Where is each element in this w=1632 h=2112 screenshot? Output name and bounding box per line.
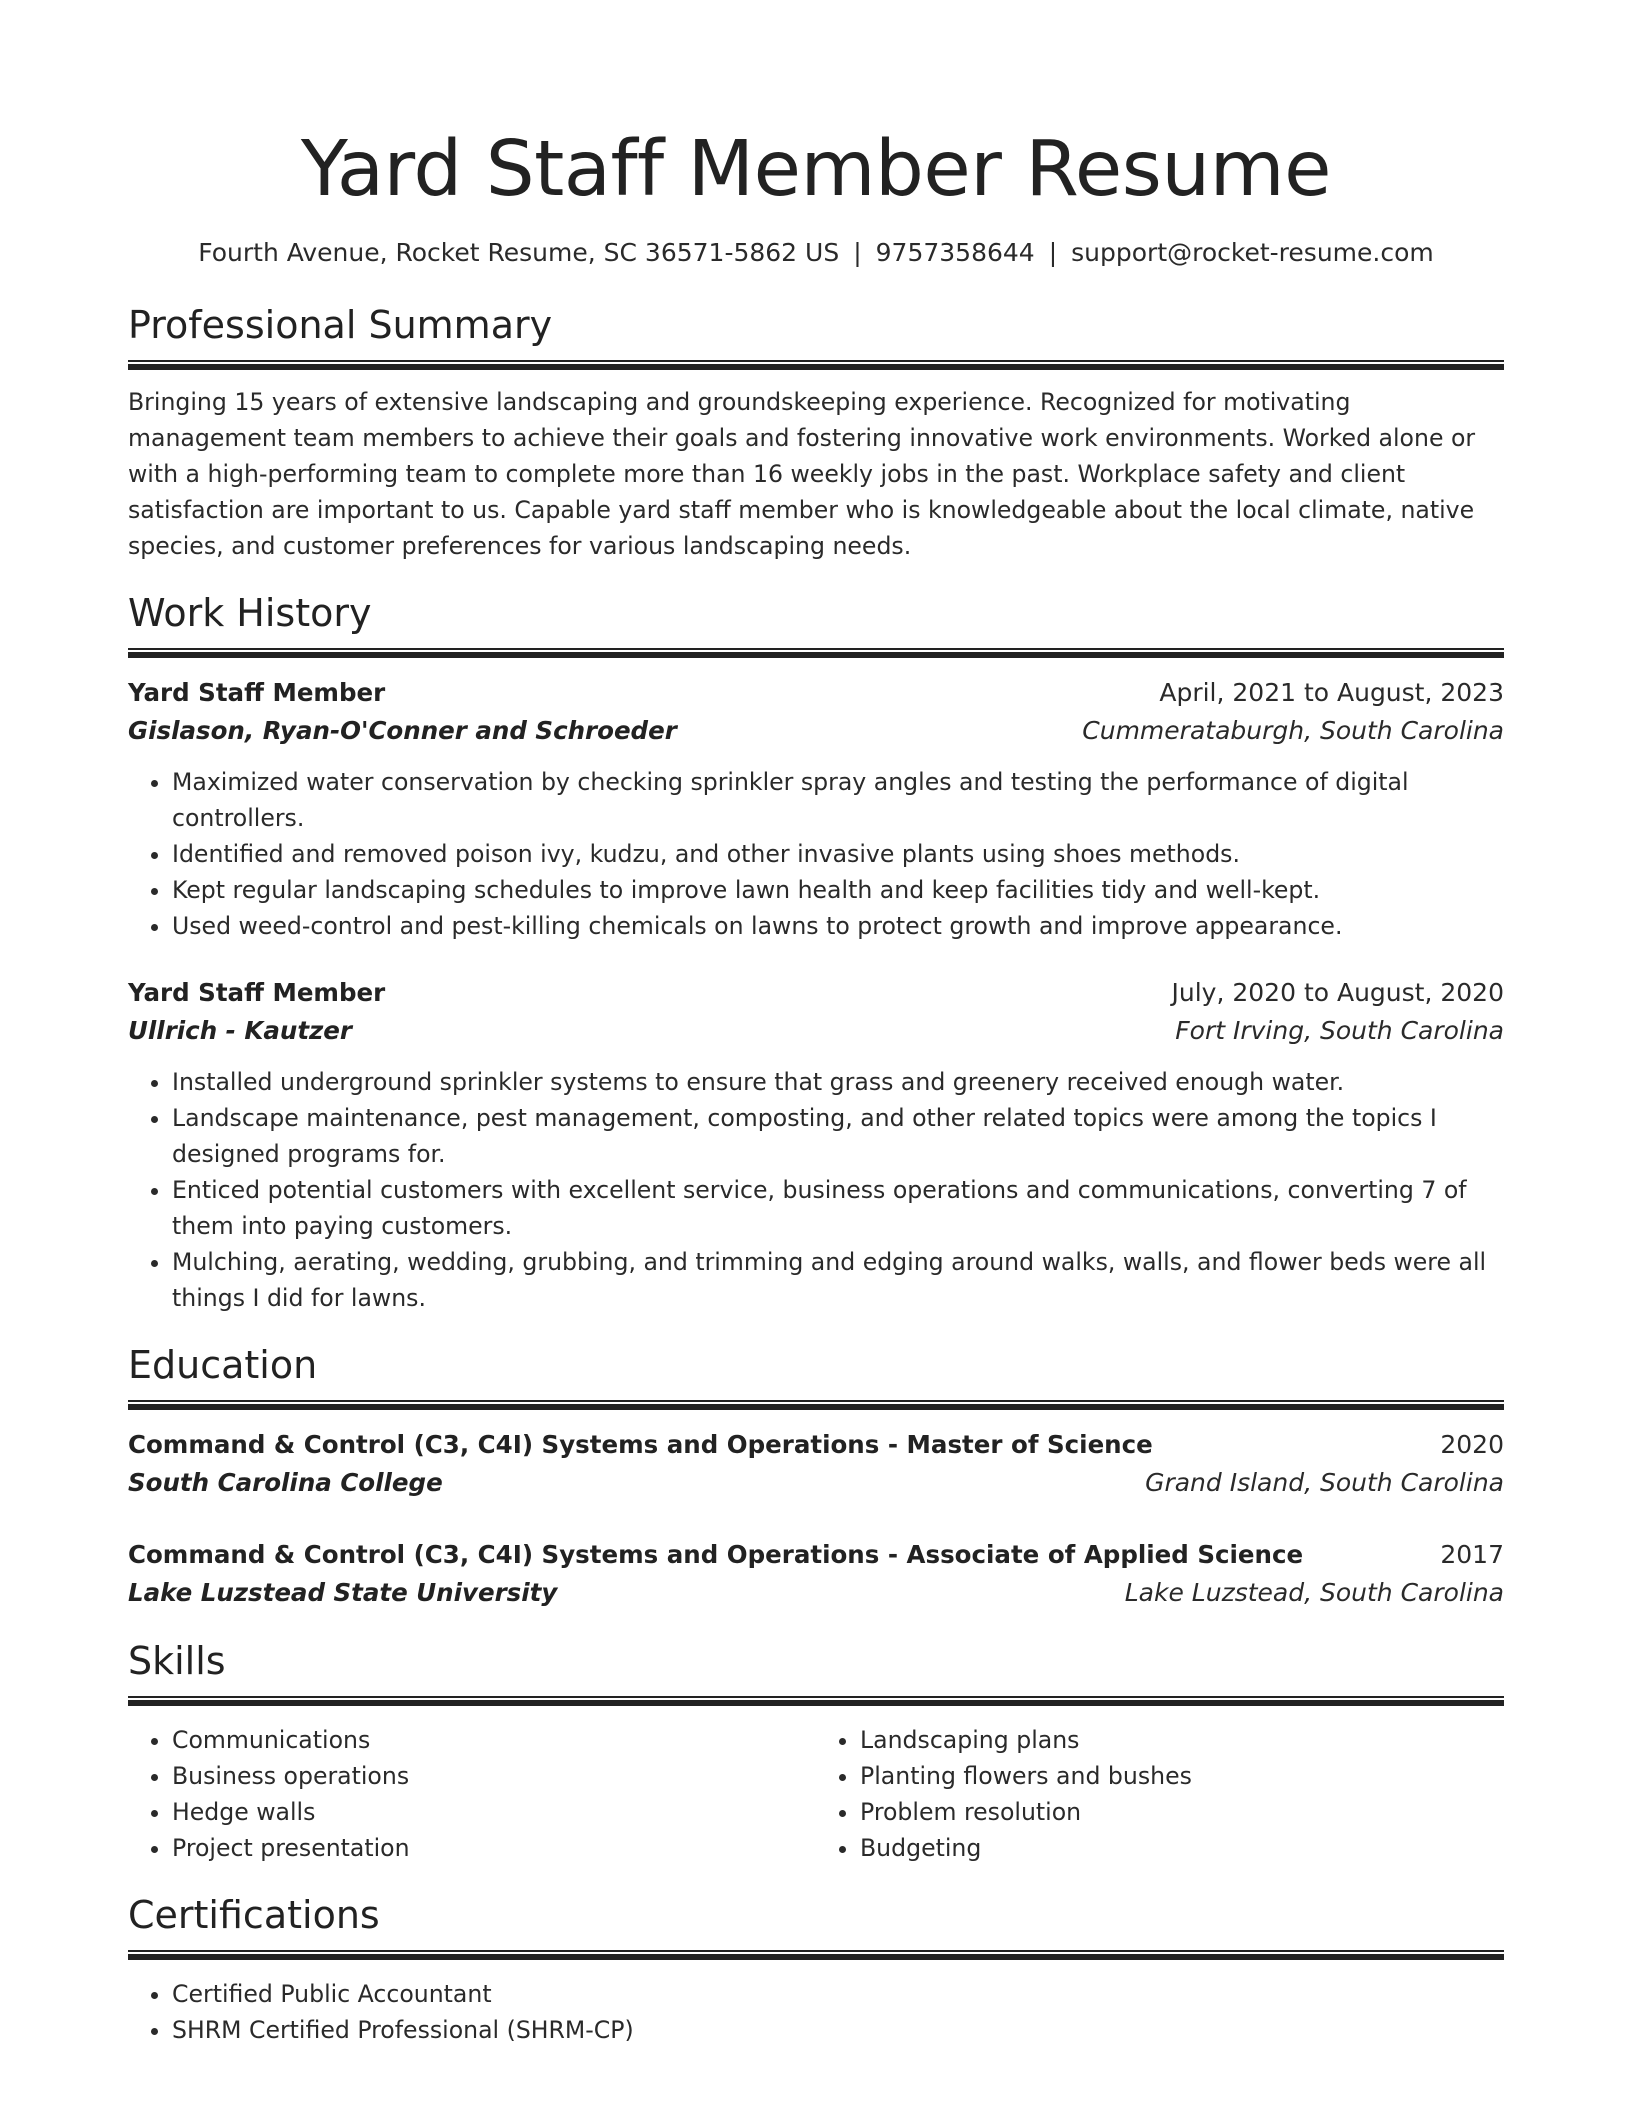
- resume-title: Yard Staff Member Resume: [300, 125, 1332, 214]
- job-dates: July, 2020 to August, 2020: [1171, 978, 1504, 1007]
- certifications-section: [128, 1890, 1504, 2048]
- contact-line: [128, 236, 1504, 270]
- job-bullets: [128, 1064, 1504, 1316]
- job-bullet: • Installed underground sprinkler systems to ensure that grass and greenery received enough water.: [172, 1064, 1504, 1100]
- certification-item: • Certified Public Accountant: [172, 1976, 1504, 2012]
- work-history-section: [128, 588, 1504, 1316]
- skills-heading: Skills: [128, 1639, 226, 1683]
- contact-address: Fourth Avenue, Rocket Resume, SC 36571-5862 US: [198, 238, 840, 267]
- skill-item: • Budgeting: [860, 1830, 1504, 1866]
- section-divider: [128, 360, 1504, 370]
- skill-item: • Hedge walls: [172, 1794, 816, 1830]
- job-location: Cummerataburgh, South Carolina: [1082, 716, 1504, 745]
- job-bullet: • Mulching, aerating, wedding, grubbing, and trimming and edging around walks, walls, and flower beds were all things I did for lawns.: [172, 1244, 1504, 1316]
- contact-separator: |: [1048, 238, 1058, 267]
- section-divider: [128, 648, 1504, 658]
- skill-item: • Landscaping plans: [860, 1722, 1504, 1758]
- skills-section: [128, 1636, 1504, 1866]
- contact-email: support@rocket-resume.com: [1071, 238, 1434, 267]
- skill-item: • Problem resolution: [860, 1794, 1504, 1830]
- section-divider: [128, 1950, 1504, 1960]
- education-school: South Carolina College: [128, 1468, 443, 1497]
- job-entry: [128, 674, 1504, 944]
- summary-text: Bringing 15 years of extensive landscaping and groundskeeping experience. Recognized for motivating management team members to achieve their goals and fostering innovative work environments. Worked alone or with a high-performing team to complete more than 16 weekly jobs in the past. Workplace safety and client satisfaction are important to us. Capable yard staff member who is knowledgeable about the local climate, native species, and customer preferences for various landscaping needs.: [128, 388, 1476, 560]
- job-bullets: [128, 764, 1504, 944]
- job-title: Yard Staff Member: [128, 678, 386, 707]
- education-header-row: [128, 1426, 1504, 1464]
- certification-item: • SHRM Certified Professional (SHRM-CP): [172, 2012, 1504, 2048]
- job-location: Fort Irving, South Carolina: [1175, 1016, 1504, 1045]
- education-degree: Command & Control (C3, C4I) Systems and Operations - Master of Science: [128, 1430, 1153, 1459]
- job-bullet: • Landscape maintenance, pest management, composting, and other related topics were among the topics I designed programs for.: [172, 1100, 1504, 1172]
- education-year: 2017: [1440, 1540, 1504, 1569]
- skills-list-right: [816, 1722, 1504, 1866]
- job-company-row: [128, 1012, 1504, 1050]
- education-degree: Command & Control (C3, C4I) Systems and Operations - Associate of Applied Science: [128, 1540, 1304, 1569]
- education-location: Lake Luzstead, South Carolina: [1124, 1578, 1504, 1607]
- section-divider: [128, 1696, 1504, 1706]
- certifications-heading: Certifications: [128, 1893, 380, 1937]
- summary-section: [128, 300, 1504, 564]
- job-company: Ullrich - Kautzer: [128, 1016, 352, 1045]
- job-bullet: • Kept regular landscaping schedules to improve lawn health and keep facilities tidy and well-kept.: [172, 872, 1504, 908]
- skills-grid: [128, 1722, 1504, 1866]
- job-title: Yard Staff Member: [128, 978, 386, 1007]
- job-company: Gislason, Ryan-O'Conner and Schroeder: [128, 716, 677, 745]
- education-entry: [128, 1426, 1504, 1502]
- summary-heading: Professional Summary: [128, 303, 553, 347]
- job-bullet: • Enticed potential customers with excellent service, business operations and communications, converting 7 of them into paying customers.: [172, 1172, 1504, 1244]
- work-history-heading: Work History: [128, 591, 372, 635]
- certifications-list: [128, 1976, 1504, 2048]
- education-entry: [128, 1536, 1504, 1612]
- section-divider: [128, 1400, 1504, 1410]
- education-section: [128, 1340, 1504, 1612]
- education-year: 2020: [1440, 1430, 1504, 1459]
- job-entry: [128, 974, 1504, 1316]
- job-bullet: • Used weed-control and pest-killing chemicals on lawns to protect growth and improve appearance.: [172, 908, 1504, 944]
- skills-list-left: [128, 1722, 816, 1866]
- job-company-row: [128, 712, 1504, 750]
- job-header-row: [128, 674, 1504, 712]
- job-header-row: [128, 974, 1504, 1012]
- education-heading: Education: [128, 1343, 318, 1387]
- skill-item: • Planting flowers and bushes: [860, 1758, 1504, 1794]
- contact-separator: |: [853, 238, 862, 267]
- skill-item: • Business operations: [172, 1758, 816, 1794]
- education-school: Lake Luzstead State University: [128, 1578, 558, 1607]
- job-bullet: • Maximized water conservation by checking sprinkler spray angles and testing the performance of digital controllers.: [172, 764, 1504, 836]
- education-school-row: [128, 1574, 1504, 1612]
- job-bullet: • Identified and removed poison ivy, kudzu, and other invasive plants using shoes methods.: [172, 836, 1504, 872]
- contact-phone: 9757358644: [875, 238, 1035, 267]
- skill-item: • Project presentation: [172, 1830, 816, 1866]
- job-dates: April, 2021 to August, 2023: [1159, 678, 1504, 707]
- skill-item: • Communications: [172, 1722, 816, 1758]
- education-school-row: [128, 1464, 1504, 1502]
- education-header-row: [128, 1536, 1504, 1574]
- education-location: Grand Island, South Carolina: [1145, 1468, 1504, 1497]
